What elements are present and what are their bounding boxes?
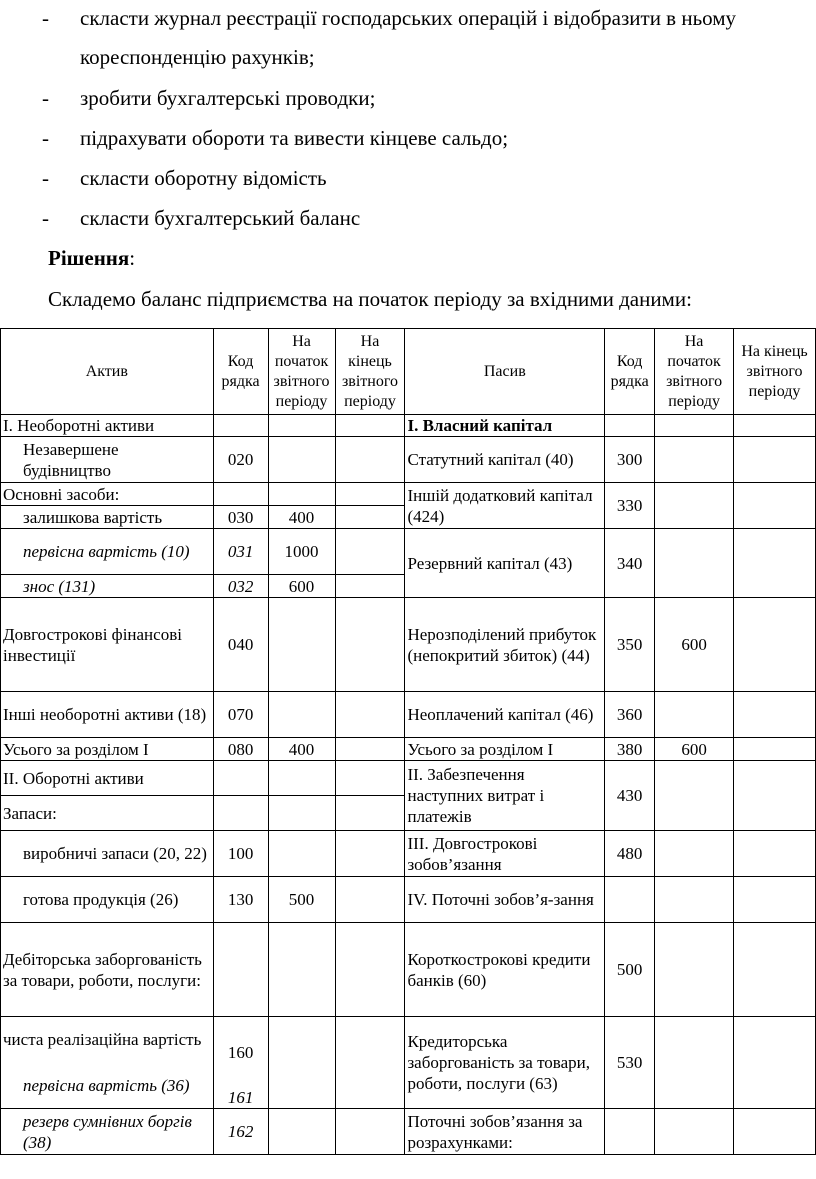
section-title: I. Власний капітал (405, 415, 605, 437)
row-code: 100 (213, 831, 268, 877)
row-label: залишкова вартість (1, 506, 214, 529)
header-code: Код рядка (213, 329, 268, 415)
row-code: 031 (213, 529, 268, 575)
row-label: Неоплачений капітал (46) (405, 692, 605, 738)
row-label: Довгострокові фінансові інвестиції (1, 598, 214, 692)
row-code: 330 (605, 483, 655, 529)
table-row (1, 831, 816, 877)
row-label: Інші необоротні активи (18) (1, 692, 214, 738)
bullet-dash: - (42, 126, 49, 150)
row-label: Резервний капітал (43) (405, 529, 605, 598)
row-code: 480 (605, 831, 655, 877)
row-label: виробничі запаси (20, 22) (1, 831, 214, 877)
row-code: 070 (213, 692, 268, 738)
row-code: 040 (213, 598, 268, 692)
table-row (1, 1017, 816, 1063)
row-code: 380 (605, 738, 655, 761)
row-code: 430 (605, 761, 655, 831)
bullet-dash: - (42, 86, 49, 110)
table-row (1, 1109, 816, 1155)
header-start: На початок звітного періоду (655, 329, 734, 415)
row-start-value: 600 (655, 598, 734, 692)
row-label: Дебіторська заборгованість за товари, роботи, послуги: (1, 923, 214, 1017)
table-row (1, 877, 816, 923)
section-title: I. Необоротні активи (1, 415, 214, 437)
intro-text: Складемо баланс підприємства на початок періоду за вхідними даними: (48, 287, 692, 311)
row-label: Кредиторська заборгованість за товари, роботи, послуги (63) (405, 1017, 605, 1109)
row-start-value: 500 (268, 877, 335, 923)
row-label: знос (131) (1, 575, 214, 598)
header-code: Код рядка (605, 329, 655, 415)
header-asset: Актив (1, 329, 214, 415)
row-code: 020 (213, 437, 268, 483)
row-label: Запаси: (1, 796, 214, 831)
row-code: 080 (213, 738, 268, 761)
row-label: Усього за розділом I (1, 738, 214, 761)
table-row (1, 529, 816, 575)
row-code: 032 (213, 575, 268, 598)
table-row (1, 415, 816, 437)
header-row (1, 329, 816, 415)
balance-table (0, 328, 816, 1155)
row-label: Поточні зобов’язання за розрахунками: (405, 1109, 605, 1155)
row-label: первісна вартість (36) (1, 1063, 214, 1109)
row-start-value: 600 (268, 575, 335, 598)
section-title: II. Оборотні активи (1, 761, 214, 796)
task-1-continued: кореспонденцію рахунків; (80, 45, 315, 69)
row-label: резерв сумнівних боргів (38) (1, 1109, 214, 1155)
row-label: III. Довгострокові зобов’язання (405, 831, 605, 877)
row-code: 340 (605, 529, 655, 598)
row-code: 530 (605, 1017, 655, 1109)
table-row (1, 483, 816, 506)
row-code: 350 (605, 598, 655, 692)
bullet-dash: - (42, 166, 49, 190)
row-label: Статутний капітал (40) (405, 437, 605, 483)
table-row (1, 761, 816, 796)
table-row (1, 738, 816, 761)
table-row (1, 692, 816, 738)
row-code: 161 (213, 1063, 268, 1109)
row-code: 360 (605, 692, 655, 738)
table-row (1, 437, 816, 483)
row-label: готова продукція (26) (1, 877, 214, 923)
row-code: 130 (213, 877, 268, 923)
header-liability: Пасив (405, 329, 605, 415)
row-label: Незавершене будівництво (1, 437, 214, 483)
bullet-dash: - (42, 6, 49, 30)
row-label: первісна вартість (10) (1, 529, 214, 575)
solution-heading: Рішення: (48, 246, 136, 270)
row-label: Короткострокові кредити банків (60) (405, 923, 605, 1017)
header-end: На кінець звітного періоду (734, 329, 816, 415)
table-row (1, 598, 816, 692)
header-start: На початок звітного періоду (268, 329, 335, 415)
bullet-dash: - (42, 206, 49, 230)
table-row (1, 923, 816, 1017)
row-code: 162 (213, 1109, 268, 1155)
row-code: 030 (213, 506, 268, 529)
row-label: чиста реалізаційна вартість (1, 1017, 214, 1063)
row-start-value: 600 (655, 738, 734, 761)
row-label: Усього за розділом I (405, 738, 605, 761)
row-label: II. Забезпечення наступних витрат і платежів (405, 761, 605, 831)
row-start-value: 400 (268, 738, 335, 761)
header-end: На кінець звітного періоду (335, 329, 405, 415)
row-start-value: 400 (268, 506, 335, 529)
row-code: 500 (605, 923, 655, 1017)
row-label: Основні засоби: (1, 483, 214, 506)
row-start-value: 1000 (268, 529, 335, 575)
row-label: Іншій додатковий капітал (424) (405, 483, 605, 529)
row-label: IV. Поточні зобов’я-зання (405, 877, 605, 923)
row-code: 160 (213, 1017, 268, 1063)
row-code: 300 (605, 437, 655, 483)
row-label: Нерозподілений прибуток (непокритий збиток) (44) (405, 598, 605, 692)
